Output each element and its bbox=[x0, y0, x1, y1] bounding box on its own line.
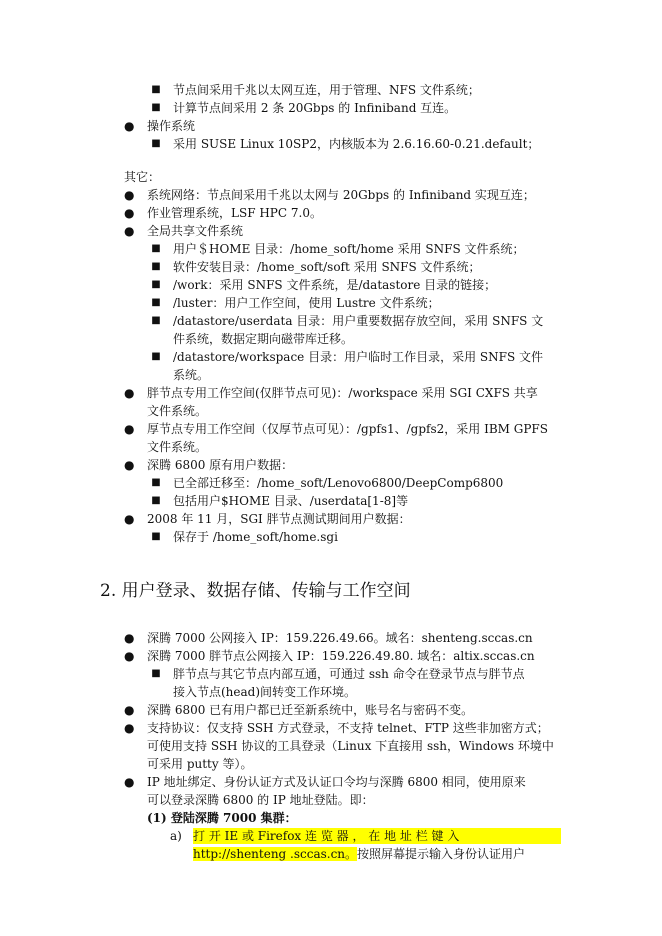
list-item: 全局共享文件系统 bbox=[147, 224, 244, 238]
dot-bullet-icon: ● bbox=[124, 119, 135, 133]
square-bullet-icon: ■ bbox=[151, 243, 161, 254]
dot-bullet-icon: ● bbox=[124, 631, 135, 645]
square-bullet-icon: ■ bbox=[151, 315, 161, 326]
list-item: 用户＄HOME 目录：/home_soft/home 采用 SNFS 文件系统； bbox=[173, 242, 525, 256]
square-bullet-icon: ■ bbox=[151, 495, 161, 506]
list-item-continuation: 可以登录深腾 6800 的 IP 地址登陆。即： bbox=[147, 793, 374, 807]
list-item: IP 地址绑定、身份认证方式及认证口令均与深腾 6800 相同，使用原来 bbox=[147, 775, 526, 789]
step-heading: (1) 登陆深腾 7000 集群： bbox=[147, 811, 297, 825]
square-bullet-icon: ■ bbox=[151, 279, 161, 290]
list-item: 计算节点间采用 2 条 20Gbps 的 Infiniband 互连。 bbox=[173, 101, 457, 115]
dot-bullet-icon: ● bbox=[124, 649, 135, 663]
list-item: 深腾 6800 已有用户都已迁至新系统中，账号名与密码不变。 bbox=[147, 703, 474, 717]
list-item: 包括用户$HOME 目录、/userdata[1-8]等 bbox=[173, 494, 409, 508]
list-item: /luster：用户工作空间，使用 Lustre 文件系统； bbox=[173, 296, 440, 310]
list-item: 深腾 6800 原有用户数据： bbox=[147, 458, 294, 472]
section-heading: 2. 用户登录、数据存储、传输与工作空间 bbox=[100, 581, 411, 601]
list-item-continuation: 可使用支持 SSH 协议的工具登录（Linux 下直接用 ssh，Windows 环境中 bbox=[147, 739, 554, 753]
list-item-continuation: 可采用 putty 等）。 bbox=[147, 757, 253, 771]
step-marker: a) bbox=[170, 829, 182, 843]
section-label: 其它： bbox=[124, 170, 161, 184]
list-item: /datastore/workspace 目录：用户临时工作目录，采用 SNFS 文件 bbox=[173, 350, 543, 364]
list-item: 已全部迁移至：/home_soft/Lenovo6800/DeepComp6800 bbox=[173, 476, 504, 490]
highlighted-instruction: 打 开 IE 或 Firefox 连 览 器 ， 在 地 址 栏 键 入 bbox=[193, 828, 561, 844]
dot-bullet-icon: ● bbox=[124, 458, 135, 472]
list-item: 采用 SUSE Linux 10SP2，内核版本为 2.6.16.60-0.21.default； bbox=[173, 137, 540, 151]
square-bullet-icon: ■ bbox=[151, 84, 161, 95]
list-item: 支持协议：仅支持 SSH 方式登录，不支持 telnet、FTP 这些非加密方式； bbox=[147, 721, 549, 735]
dot-bullet-icon: ● bbox=[124, 188, 135, 202]
dot-bullet-icon: ● bbox=[124, 422, 135, 436]
list-item: 系统网络：节点间采用千兆以太网与 20Gbps 的 Infiniband 实现互连； bbox=[147, 188, 535, 202]
square-bullet-icon: ■ bbox=[151, 351, 161, 362]
square-bullet-icon: ■ bbox=[151, 102, 161, 113]
instruction-continuation bbox=[193, 846, 525, 862]
square-bullet-icon: ■ bbox=[151, 297, 161, 308]
dot-bullet-icon: ● bbox=[124, 703, 135, 717]
list-item: 软件安装目录：/home_soft/soft 采用 SNFS 文件系统； bbox=[173, 260, 481, 274]
list-item: 胖节点专用工作空间(仅胖节点可见)：/workspace 采用 SGI CXFS 共享 bbox=[147, 386, 538, 400]
dot-bullet-icon: ● bbox=[124, 224, 135, 238]
dot-bullet-icon: ● bbox=[124, 386, 135, 400]
list-item: 深腾 7000 胖节点公网接入 IP：159.226.49.80. 域名：altix.sccas.cn bbox=[147, 649, 535, 663]
list-item: 作业管理系统，LSF HPC 7.0。 bbox=[147, 206, 322, 220]
list-item-continuation: 文件系统。 bbox=[147, 404, 208, 418]
list-item: 2008 年 11 月，SGI 胖节点测试期间用户数据： bbox=[147, 512, 411, 526]
list-item: 节点间采用千兆以太网互连，用于管理、NFS 文件系统； bbox=[173, 83, 480, 97]
highlighted-url: http://shenteng .sccas.cn。 bbox=[193, 847, 358, 861]
square-bullet-icon: ■ bbox=[151, 668, 161, 679]
list-item-continuation: 接入节点(head)间转变工作环境。 bbox=[173, 685, 357, 699]
list-item-continuation: 文件系统。 bbox=[147, 440, 208, 454]
list-item: 厚节点专用工作空间（仅厚节点可见）：/gpfs1、/gpfs2，采用 IBM GPFS bbox=[147, 422, 548, 436]
list-item: /datastore/userdata 目录：用户重要数据存放空间，采用 SNFS 文 bbox=[173, 314, 544, 328]
square-bullet-icon: ■ bbox=[151, 531, 161, 542]
list-item: 保存于 /home_soft/home.sgi bbox=[173, 530, 338, 544]
list-item: 操作系统 bbox=[147, 119, 196, 133]
list-item: 胖节点与其它节点内部互通，可通过 ssh 命令在登录节点与胖节点 bbox=[173, 667, 525, 681]
list-item: /work：采用 SNFS 文件系统，是/datastore 目录的链接； bbox=[173, 278, 497, 292]
square-bullet-icon: ■ bbox=[151, 477, 161, 488]
list-item-continuation: 系统。 bbox=[173, 368, 210, 382]
square-bullet-icon: ■ bbox=[151, 261, 161, 272]
square-bullet-icon: ■ bbox=[151, 138, 161, 149]
dot-bullet-icon: ● bbox=[124, 721, 135, 735]
dot-bullet-icon: ● bbox=[124, 206, 135, 220]
list-item: 深腾 7000 公网接入 IP：159.226.49.66。域名：shenteng.sccas.cn bbox=[147, 631, 533, 645]
list-item-continuation: 件系统，数据定期向磁带库迁移。 bbox=[173, 332, 354, 346]
dot-bullet-icon: ● bbox=[124, 512, 135, 526]
instruction-text: 按照屏幕提示输入身份认证用户 bbox=[357, 847, 526, 861]
dot-bullet-icon: ● bbox=[124, 775, 135, 789]
